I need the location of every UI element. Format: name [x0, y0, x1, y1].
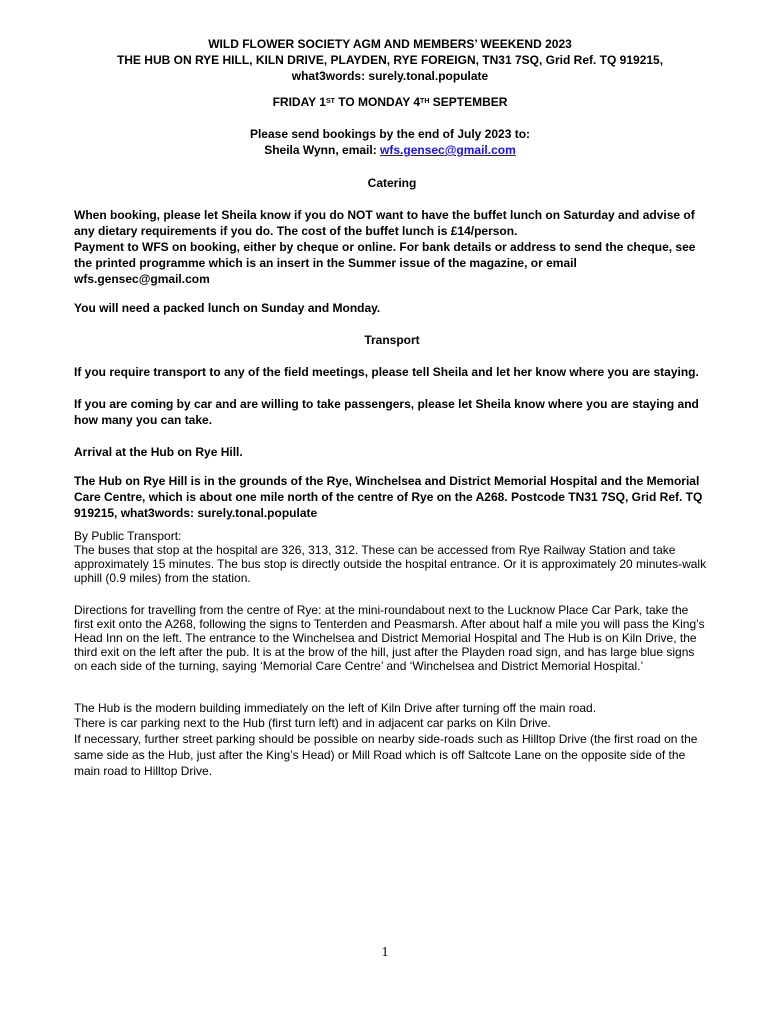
- booking-contact: Sheila Wynn, email: wfs.gensec@gmail.com: [264, 143, 516, 157]
- transport-paragraph-1: If you require transport to any of the field meetings, please tell Sheila and let her know where you are staying.: [74, 365, 699, 379]
- public-transport-heading: By Public Transport:: [74, 529, 182, 543]
- document-header: [60, 36, 720, 84]
- hub-line-2: There is car parking next to the Hub (first turn left) and in adjacent car parks on Kiln Drive.: [74, 716, 551, 730]
- transport-paragraph-2: If you are coming by car and are willing to take passengers, please let Sheila know where you are staying and how many you can take.: [74, 397, 699, 427]
- arrival-paragraph: The Hub on Rye Hill is in the grounds of the Rye, Winchelsea and District Memorial Hospital and the Memorial Care Centre, which is about one mile north of the centre of Rye on the A268. Postcode TN31 7SQ, Grid Ref. TQ 919215, what3words: surely.tonal.populate: [74, 474, 703, 520]
- booking-deadline: Please send bookings by the end of July 2023 to:: [249, 127, 531, 141]
- catering-paragraph-1: When booking, please let Sheila know if you do NOT want to have the buffet lunch on Saturday and advise of any dietary requirements if you do. The cost of the buffet lunch is £14/person.: [74, 208, 695, 238]
- catering-paragraph-2: Payment to WFS on booking, either by cheque or online. For bank details or address to send the cheque, see the printed programme which is an insert in the Summer issue of the magazine, or email wfs.gensec@gmail.com: [74, 240, 696, 286]
- event-dates: FRIDAY 1ST TO MONDAY 4TH SEPTEMBER: [272, 95, 508, 109]
- public-transport-paragraph: The buses that stop at the hospital are 326, 313, 312. These can be accessed from Rye Railway Station and take approximately 15 minutes. The bus stop is directly outside the hospital entrance. Or it is approximately 20 minutes-walk uphill (0.9 miles) from the station.: [74, 543, 707, 585]
- arrival-heading: Arrival at the Hub on Rye Hill.: [74, 445, 243, 459]
- transport-heading: Transport: [364, 333, 420, 347]
- header-venue: THE HUB ON RYE HILL, KILN DRIVE, PLAYDEN, RYE FOREIGN, TN31 7SQ, Grid Ref. TQ 919215,: [116, 53, 664, 67]
- page-number: 1: [381, 945, 389, 960]
- header-title: WILD FLOWER SOCIETY AGM AND MEMBERS’ WEEKEND 2023: [208, 37, 572, 51]
- catering-heading: Catering: [367, 176, 417, 190]
- catering-paragraph-3: You will need a packed lunch on Sunday and Monday.: [74, 301, 381, 315]
- hub-line-3: If necessary, further street parking should be possible on nearby side-roads such as Hilltop Drive (the first road on the same side as the Hub, just after the King’s Head) or Mill Road which is off Saltcote Lane on the opposite side of the main road to Hilltop Drive.: [74, 732, 698, 778]
- booking-info: [60, 126, 720, 158]
- email-link[interactable]: wfs.gensec@gmail.com: [380, 143, 516, 157]
- hub-line-1: The Hub is the modern building immediately on the left of Kiln Drive after turning off the main road.: [74, 701, 597, 715]
- directions-paragraph: Directions for travelling from the centre of Rye: at the mini-roundabout next to the Lucknow Place Car Park, take the first exit onto the A268, following the signs to Tenterden and Peasmarsh. After about half a mile you will pass the King’s Head Inn on the left. The entrance to the Winchelsea and District Memorial Hospital and The Hub is on Kiln Drive, the third exit on the left after the pub. It is at the brow of the hill, just after the Playden road sign, and has large blue signs on each side of the turning, saying ‘Memorial Care Centre’ and ‘Winchelsea and District Memorial Hospital.’: [74, 603, 705, 673]
- header-what3words: what3words: surely.tonal.populate: [291, 69, 489, 83]
